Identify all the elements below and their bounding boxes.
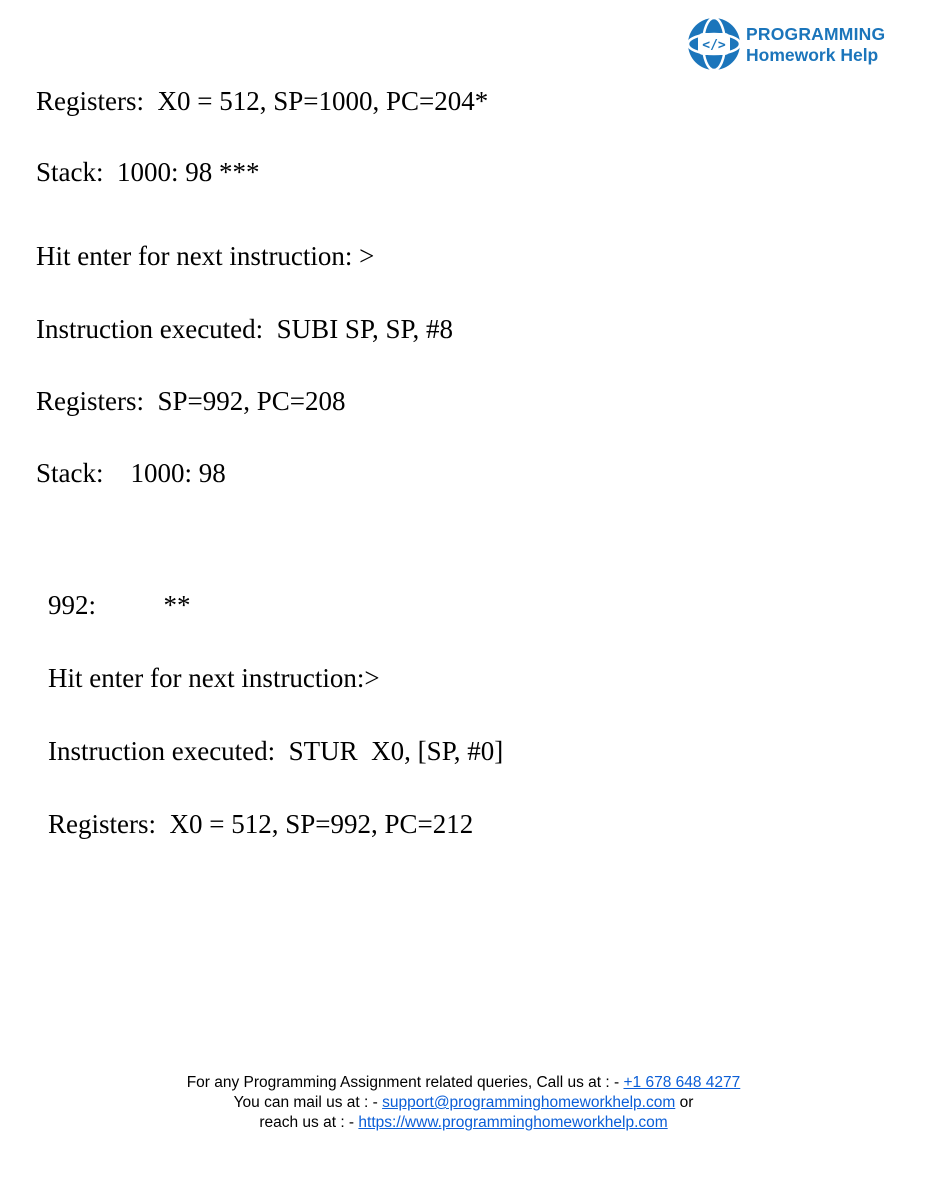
registers-line-2: Registers: SP=992, PC=208 [36, 386, 346, 416]
brand-logo [686, 14, 906, 78]
footer-mail-line [0, 1093, 927, 1113]
footer-call-line [0, 1073, 927, 1093]
footer-mail-suffix: or [675, 1094, 694, 1111]
footer-reach-text: reach us at : - [259, 1114, 359, 1131]
footer-reach-line [0, 1113, 927, 1133]
logo-subtitle: Homework Help [746, 45, 879, 65]
footer-call-text: For any Programming Assignment related queries, Call us at : - [186, 1074, 624, 1091]
stack-entry-992: 992: ** [48, 590, 191, 620]
prompt-line-2: Hit enter for next instruction:> [48, 663, 380, 693]
instruction-line-2: Instruction executed: STUR X0, [SP, #0] [48, 736, 504, 766]
prompt-line-1: Hit enter for next instruction: > [36, 241, 375, 271]
stack-line-2: Stack: 1000: 98 [36, 458, 226, 488]
website-link[interactable]: https://www.programminghomeworkhelp.com [358, 1114, 668, 1131]
phone-link[interactable]: +1 678 648 4277 [623, 1074, 741, 1091]
stack-line-1: Stack: 1000: 98 *** [36, 157, 260, 187]
contact-footer [0, 1073, 927, 1133]
instruction-line-1: Instruction executed: SUBI SP, SP, #8 [36, 314, 454, 344]
registers-line-1: Registers: X0 = 512, SP=1000, PC=204* [36, 86, 489, 116]
svg-text:</>: </> [702, 38, 726, 53]
footer-mail-text: You can mail us at : - [233, 1094, 383, 1111]
registers-line-3: Registers: X0 = 512, SP=992, PC=212 [48, 809, 474, 839]
logo-title: PROGRAMMING [746, 24, 886, 44]
email-link[interactable]: support@programminghomeworkhelp.com [382, 1094, 676, 1111]
code-globe-icon [686, 14, 742, 74]
